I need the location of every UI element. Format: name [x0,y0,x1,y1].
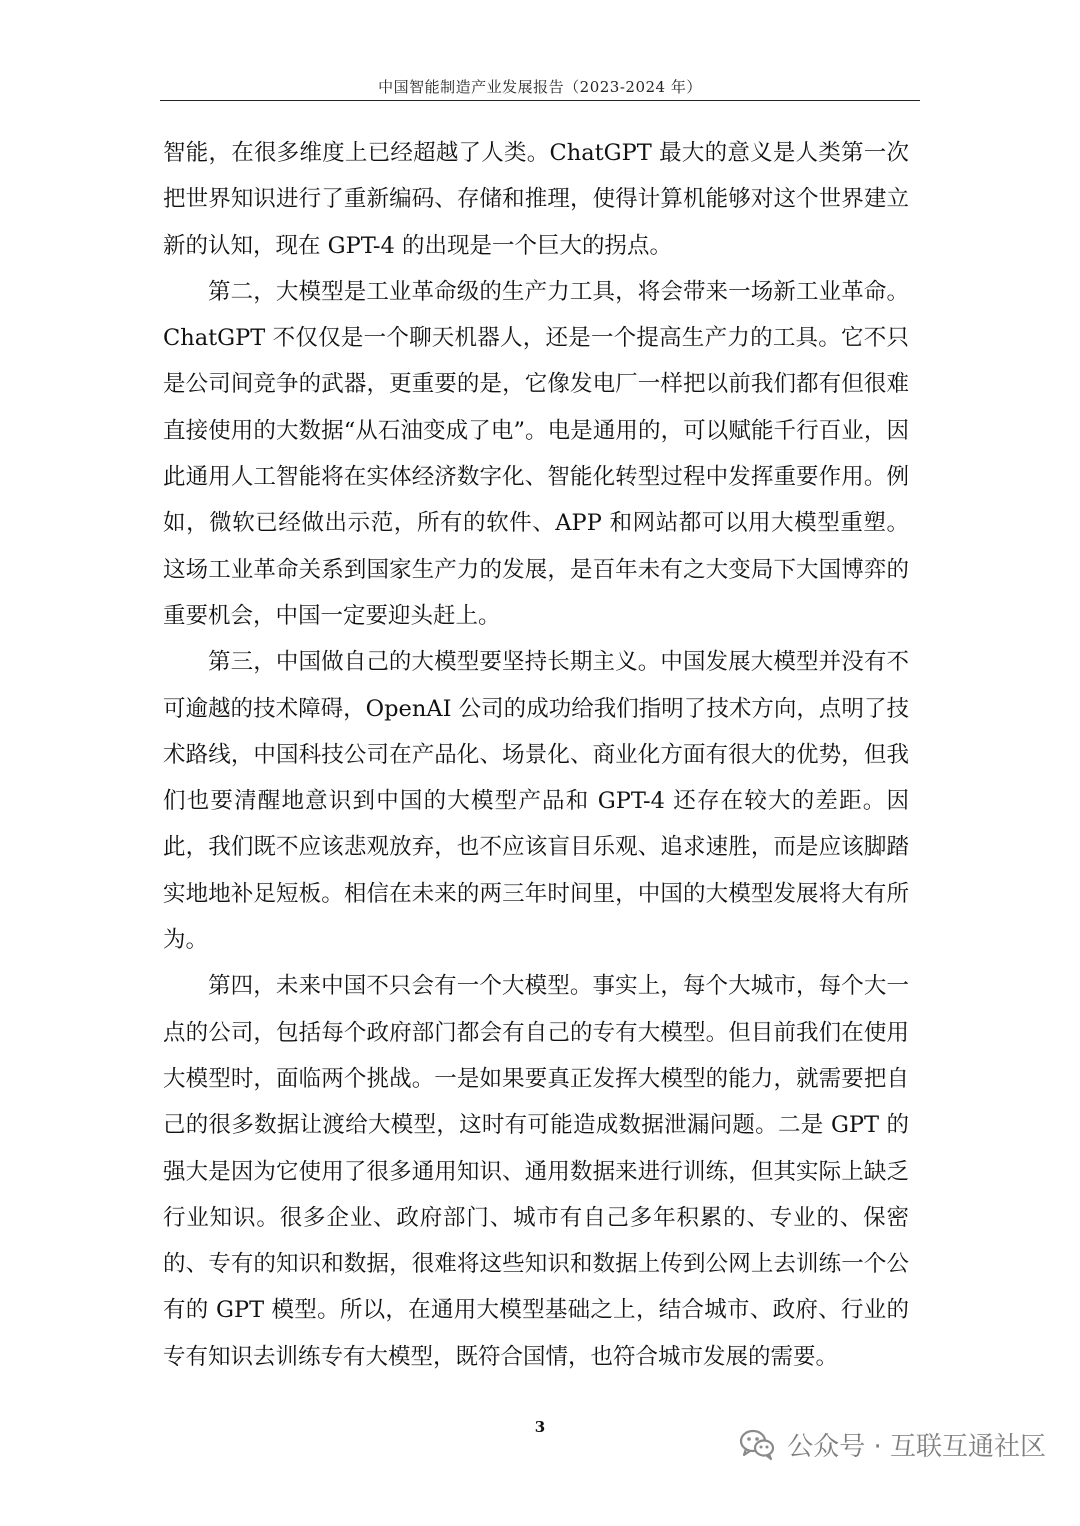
header-divider [160,100,920,101]
wechat-watermark [737,1424,1046,1464]
paragraph-point-four: 第四，未来中国不只会有一个大模型。事实上，每个大城市，每个大一点的公司，包括每个政府部门都会有自己的专有大模型。但目前我们在使用大模型时，面临两个挑战。一是如果要真正发挥大模型的能力，就需要把自己的很多数据让渡给大模型，这时有可能造成数据泄漏问题。二是 GPT 的强大是因为它使用了很多通用知识、通用数据来进行训练，但其实际上缺乏行业知识。很多企业、政府部门、城市有自己多年积累的、专业的、保密的、专有的知识和数据，很难将这些知识和数据上传到公网上去训练一个公有的 GPT 模型。所以，在通用大模型基础之上，结合城市、政府、行业的专有知识去训练专有大模型，既符合国情，也符合城市发展的需要。 [163,973,909,1370]
wechat-icon [737,1424,777,1464]
report-header-title: 中国智能制造产业发展报告（2023-2024 年） [378,78,702,96]
watermark-text: 公众号 · 互联互通社区 [787,1431,1046,1462]
paragraph-point-two: 第二，大模型是工业革命级的生产力工具，将会带来一场新工业革命。ChatGPT 不仅仅是一个聊天机器人，还是一个提高生产力的工具。它不只是公司间竞争的武器，更重要的是，它像发电厂一样把以前我们都有但很难直接使用的大数据“从石油变成了电”。电是通用的，可以赋能千行百业，因此通用人工智能将在实体经济数字化、智能化转型过程中发挥重要作用。例如，微软已经做出示范，所有的软件、APP 和网站都可以用大模型重塑。这场工业革命关系到国家生产力的发展，是百年未有之大变局下大国博弈的重要机会，中国一定要迎头赶上。 [163,278,909,629]
report-body [163,130,909,1380]
paragraph-point-three: 第三，中国做自己的大模型要坚持长期主义。中国发展大模型并没有不可逾越的技术障碍，OpenAI 公司的成功给我们指明了技术方向，点明了技术路线，中国科技公司在产品化、场景化、商业化方面有很大的优势，但我们也要清醒地意识到中国的大模型产品和 GPT-4 还存在较大的差距。因此，我们既不应该悲观放弃，也不应该盲目乐观、追求速胜，而是应该脚踏实地地补足短板。相信在未来的两三年时间里，中国的大模型发展将大有所为。 [163,649,909,954]
paragraph-continuation: 智能，在很多维度上已经超越了人类。ChatGPT 最大的意义是人类第一次把世界知识进行了重新编码、存储和推理，使得计算机能够对这个世界建立新的认知，现在 GPT-4 的出现是一个巨大的拐点。 [163,140,909,259]
page-number: 3 [534,1418,546,1436]
